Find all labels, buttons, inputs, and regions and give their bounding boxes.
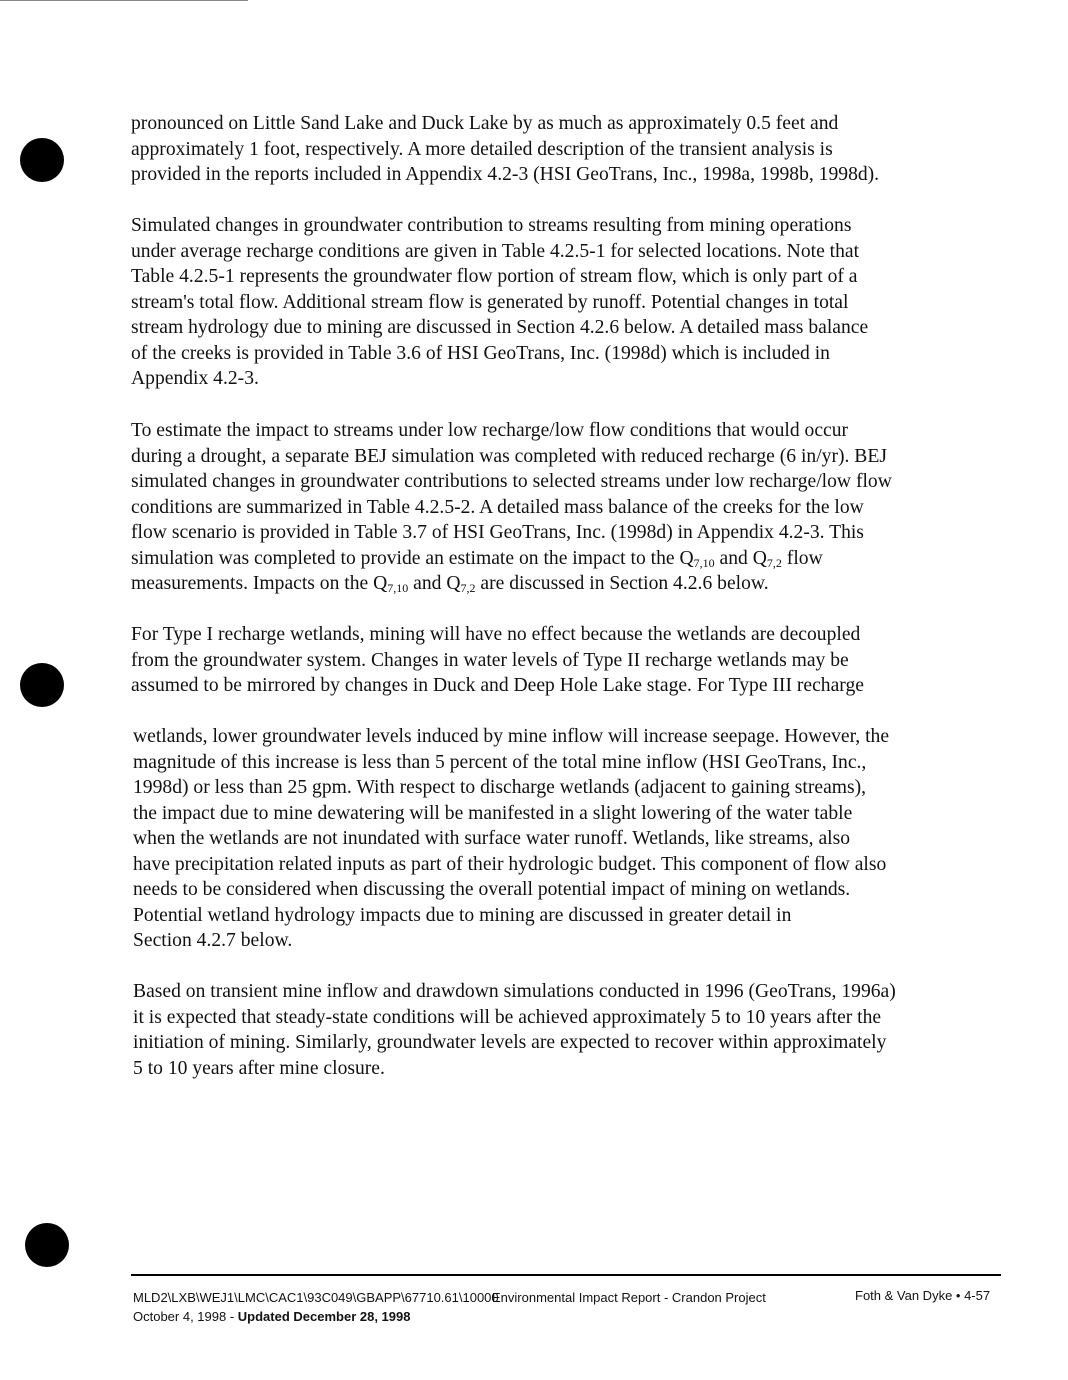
text-line [131, 571, 892, 597]
text-line: conditions are summarized in Table 4.2.5-2. A detailed mass balance of the creeks for the low [131, 496, 864, 518]
paragraph-recharge-wetlands [131, 622, 864, 699]
footer-file-path: MLD2\LXB\WEJ1\LMC\CAC1\93C049\GBAPP\67710.61\10000 [133, 1290, 499, 1305]
text-line: initiation of mining. Similarly, groundwater levels are expected to recover within approximately [133, 1032, 887, 1053]
subscript: 7,2 [460, 581, 476, 595]
text-line: wetlands, lower groundwater levels induced by mine inflow will increase seepage. However, the [133, 726, 890, 747]
paragraph-steady-state [133, 979, 896, 1081]
text-line: Based on transient mine inflow and drawdown simulations conducted in 1996 (GeoTrans, 1996a) [133, 981, 896, 1002]
footer-report-title: Environmental Impact Report - Crandon Project [492, 1290, 766, 1305]
footer-updated-text: Updated December 28, 1998 [237, 1309, 411, 1324]
text-line: simulated changes in groundwater contributions to selected streams under low recharge/low flow [131, 471, 892, 492]
text-line: have precipitation related inputs as part of their hydrologic budget. This component of flow also [133, 853, 887, 875]
subscript: 7,10 [693, 555, 715, 570]
paragraph-transient-analysis [131, 111, 879, 188]
text-line: when the wetlands are not inundated with surface water runoff. Wetlands, like streams, also [133, 828, 851, 849]
text-line: it is expected that steady-state conditions will be achieved approximately 5 to 10 years after the [133, 1006, 882, 1028]
text-fragment: measurements. Impacts on the Q [131, 573, 388, 594]
paragraph-low-flow [131, 418, 892, 597]
text-line: Table 4.2.5-1 represents the groundwater flow portion of stream flow, which is only part of a [131, 266, 858, 287]
text-line: stream hydrology due to mining are discussed in Section 4.2.6 below. A detailed mass balance [131, 317, 869, 338]
text-line: magnitude of this increase is less than 5 percent of the total mine inflow (HSI GeoTrans, Inc., [133, 751, 867, 773]
paragraph-stream-contribution [131, 213, 868, 392]
text-line: pronounced on Little Sand Lake and Duck Lake by as much as approximately 0.5 feet and [131, 113, 839, 134]
binder-hole-icon [20, 663, 64, 707]
text-line: needs to be considered when discussing the overall potential impact of mining on wetlands. [133, 879, 851, 900]
text-line: approximately 1 foot, respectively. A more detailed description of the transient analysis is [131, 138, 833, 160]
text-line: during a drought, a separate BEJ simulation was completed with reduced recharge (6 in/yr). BEJ [131, 445, 887, 467]
text-line: of the creeks is provided in Table 3.6 of HSI GeoTrans, Inc. (1998d) which is included in [131, 342, 830, 364]
text-line: Section 4.2.7 below. [133, 930, 293, 951]
text-line: For Type I recharge wetlands, mining will have no effect because the wetlands are decoupled [131, 624, 861, 645]
text-line: flow scenario is provided in Table 3.7 of HSI GeoTrans, Inc. (1998d) in Appendix 4.2-3. This [131, 522, 864, 543]
binder-hole-icon [20, 138, 64, 182]
text-line: from the groundwater system. Changes in water levels of Type II recharge wetlands may be [131, 649, 849, 671]
top-edge-rule [0, 0, 248, 1]
footer-date-text: October 4, 1998 - [133, 1309, 238, 1324]
text-line: under average recharge conditions are given in Table 4.2.5-1 for selected locations. Note that [131, 240, 860, 262]
text-line: provided in the reports included in Appendix 4.2-3 (HSI GeoTrans, Inc., 1998a, 1998b, 1998d). [131, 164, 880, 185]
text-fragment: simulation was completed to provide an estimate on the impact to the Q [131, 547, 694, 569]
text-line: 1998d) or less than 25 gpm. With respect to discharge wetlands (adjacent to gaining streams), [133, 777, 867, 798]
text-line: To estimate the impact to streams under low recharge/low flow conditions that would occur [131, 420, 849, 441]
subscript: 7,2 [766, 555, 782, 570]
paragraph-wetlands-seepage [133, 724, 889, 954]
binder-hole-icon [25, 1223, 69, 1267]
text-fragment: and Q [714, 547, 767, 569]
subscript: 7,10 [387, 581, 409, 595]
text-line: Potential wetland hydrology impacts due to mining are discussed in greater detail in [133, 904, 792, 926]
footer-rule [131, 1274, 1001, 1276]
text-fragment: and Q [408, 573, 461, 594]
text-line: Appendix 4.2-3. [131, 368, 259, 389]
footer-page-number: Foth & Van Dyke • 4-57 [855, 1288, 991, 1303]
text-fragment: are discussed in Section 4.2.6 below. [475, 573, 769, 594]
text-line: stream's total flow. Additional stream flow is generated by runoff. Potential changes in total [131, 291, 849, 313]
text-line: assumed to be mirrored by changes in Duck and Deep Hole Lake stage. For Type III recharge [131, 675, 864, 696]
text-line [131, 546, 892, 572]
text-line: Simulated changes in groundwater contribution to streams resulting from mining operations [131, 215, 852, 236]
footer-date [133, 1309, 410, 1324]
text-fragment: flow [781, 547, 823, 569]
text-line: 5 to 10 years after mine closure. [133, 1057, 385, 1079]
text-line: the impact due to mine dewatering will be manifested in a slight lowering of the water table [133, 802, 853, 824]
